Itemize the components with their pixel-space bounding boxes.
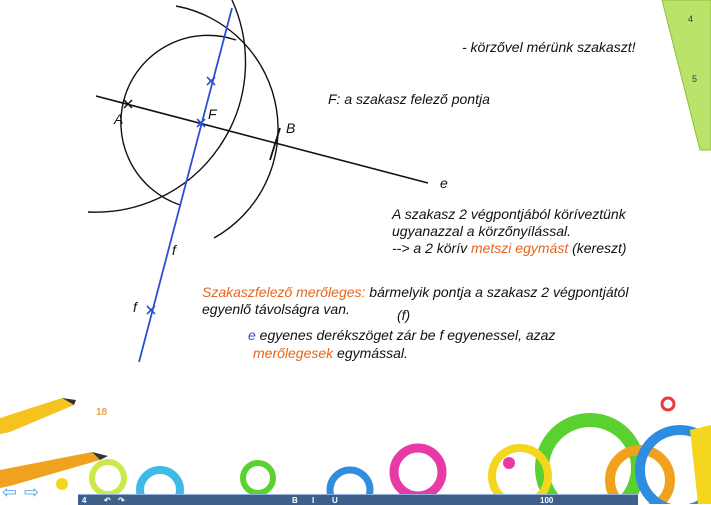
arc-note-line1: A szakasz 2 végpontjából köríveztünk xyxy=(392,206,626,222)
svg-text:5: 5 xyxy=(692,74,698,84)
bisector-def-text: bármelyik pontja a szakasz 2 végpontjától xyxy=(365,284,629,300)
decorative-circles xyxy=(56,398,711,504)
perp-e: e xyxy=(248,327,256,343)
page-box[interactable]: 4 xyxy=(82,496,87,505)
undo-icon[interactable]: ↶ xyxy=(104,496,111,505)
label-line-f: f xyxy=(172,242,176,258)
nav-arrows[interactable] xyxy=(2,482,54,502)
label-point-a: A xyxy=(114,111,124,127)
perp-line2 xyxy=(253,345,408,361)
arc-note-highlight: metszi egymást xyxy=(470,240,569,256)
label-point-f: F xyxy=(208,106,217,122)
arc-note-line2: ugyanazzal a körzőnyílással. xyxy=(392,223,571,239)
perp-line1 xyxy=(248,327,555,343)
arc-note-suffix: (kereszt) xyxy=(568,240,627,256)
bold-button[interactable]: B xyxy=(292,496,298,505)
perp-line2-rest: egymással. xyxy=(333,345,408,361)
compass-note: - körzővel mérünk szakaszt! xyxy=(462,39,636,55)
forward-arrow-icon[interactable]: ⇨ xyxy=(24,482,40,502)
midpoint-note: F: a szakasz felező pontja xyxy=(328,91,490,107)
underline-button[interactable]: U xyxy=(332,496,338,505)
formatting-toolbar xyxy=(78,494,638,505)
arc-note-line3 xyxy=(392,240,627,256)
bisector-def-line1 xyxy=(202,284,628,300)
svg-text:4: 4 xyxy=(688,14,694,24)
back-arrow-icon[interactable]: ⇦ xyxy=(2,482,18,502)
zoom-value[interactable]: 100 xyxy=(540,496,554,505)
line-e xyxy=(96,96,428,183)
bisector-def-f: (f) xyxy=(397,307,411,323)
bisector-term: Szakaszfelező merőleges: xyxy=(202,284,366,300)
perp-line1-rest: egyenes derékszöget zár be f egyenessel, azaz xyxy=(255,327,556,343)
label-line-e: e xyxy=(440,175,448,191)
italic-button[interactable]: I xyxy=(312,496,315,505)
perp-highlight: merőlegesek xyxy=(253,345,334,361)
redo-icon[interactable]: ↷ xyxy=(118,496,125,505)
label-point-b: B xyxy=(286,120,296,136)
arc-note-prefix: --> a 2 körív xyxy=(392,240,471,256)
label-point-f-lower: f xyxy=(133,299,137,315)
bisector-def-line2: egyenlő távolságra van. xyxy=(202,301,350,317)
page-number: 18 xyxy=(96,407,108,418)
